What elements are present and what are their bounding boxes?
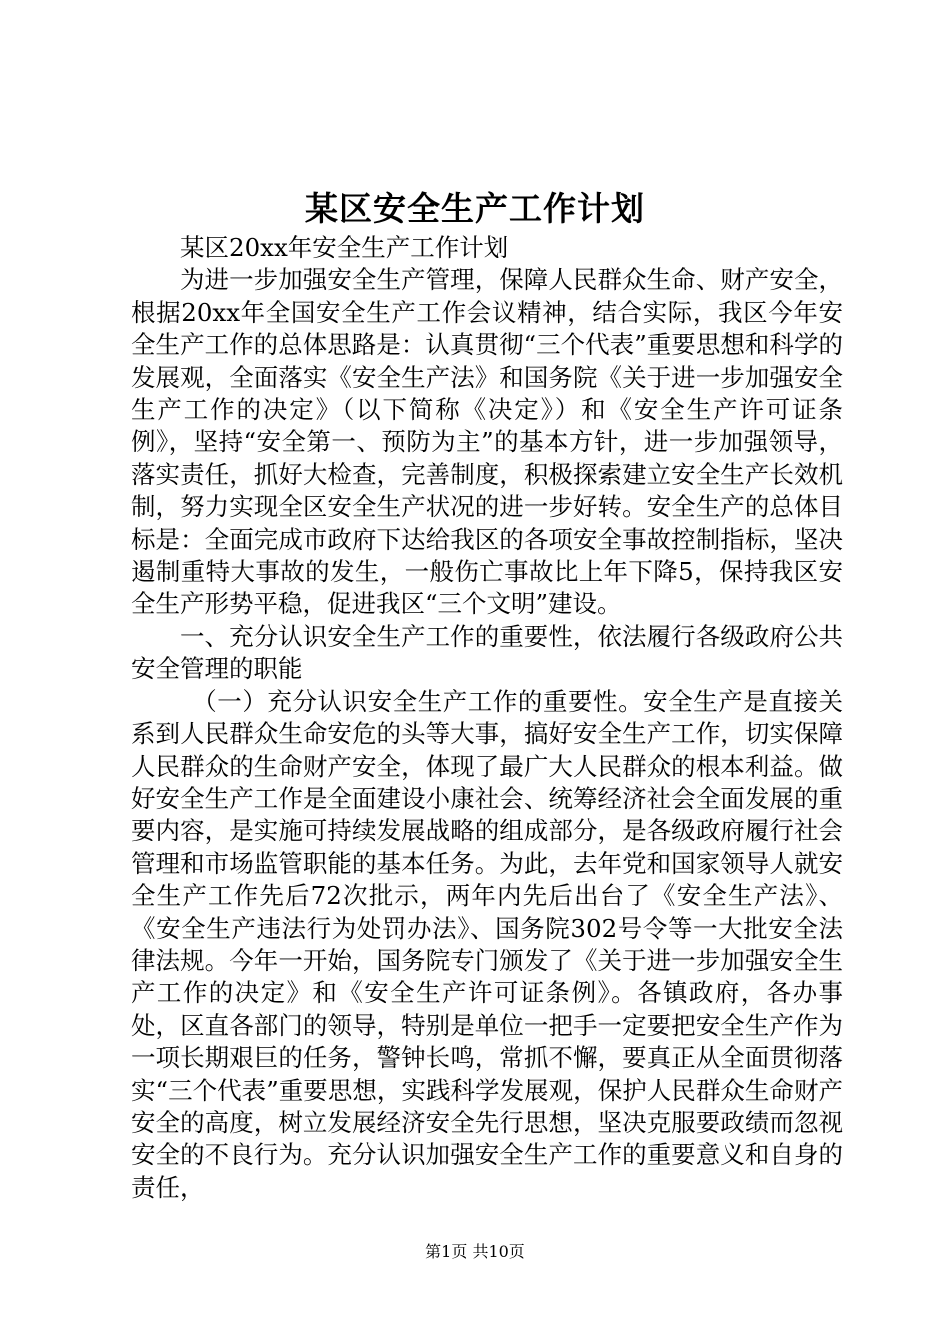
plan-subtitle-paragraph: 某区20xx年安全生产工作计划 — [180, 233, 509, 262]
page-footer: 第1页 共10页 — [425, 1242, 525, 1261]
document-body — [131, 232, 843, 1204]
section-heading-paragraph: 一、充分认识安全生产工作的重要性，依法履行各级政府公共安全管理的职能 — [131, 621, 843, 684]
document-title: 某区安全生产工作计划 — [305, 189, 645, 228]
intro-paragraph: 为进一步加强安全生产管理，保障人民群众生命、财产安全，根据20xx年全国安全生产工作会议精神，结合实际，我区今年安全生产工作的总体思路是：认真贯彻“三个代表”重要思想和科学的发展观，全面落实《安全生产法》和国务院《关于进一步加强安全生产工作的决定》（以下简称《决定》）和《安全生产许可证条例》，坚持“安全第一、预防为主”的基本方针，进一步加强领导，落实责任，抓好大检查，完善制度，积极探索建立安全生产长效机制，努力实现全区安全生产状况的进一步好转。安全生产的总体目标是：全面完成市政府下达给我区的各项安全事故控制指标，坚决遏制重特大事故的发生，一般伤亡事故比上年下降5，保持我区安全生产形势平稳，促进我区“三个文明”建设。 — [131, 265, 843, 619]
subsection-paragraph: （一）充分认识安全生产工作的重要性。安全生产是直接关系到人民群众生命安危的头等大事，搞好安全生产工作，切实保障人民群众的生命财产安全，体现了最广大人民群众的根本利益。做好安全生产工作是全面建设小康社会、统筹经济社会全面发展的重要内容，是实施可持续发展战略的组成部分，是各级政府履行社会管理和市场监管职能的基本任务。为此，去年党和国家领导人就安全生产工作先后72次批示，两年内先后出台了《安全生产法》、《安全生产违法行为处罚办法》、国务院302号令等一大批安全法律法规。今年一开始，国务院专门颁发了《关于进一步加强安全生产工作的决定》和《安全生产许可证条例》。各镇政府，各办事处，区直各部门的领导，特别是单位一把手一定要把安全生产作为一项长期艰巨的任务，警钟长鸣，常抓不懈，要真正从全面贯彻落实“三个代表”重要思想，实践科学发展观，保护人民群众生命财产安全的高度，树立发展经济安全先行思想，坚决克服要政绩而忽视安全的不良行为。充分认识加强安全生产工作的重要意义和自身的责任， — [131, 686, 843, 1202]
